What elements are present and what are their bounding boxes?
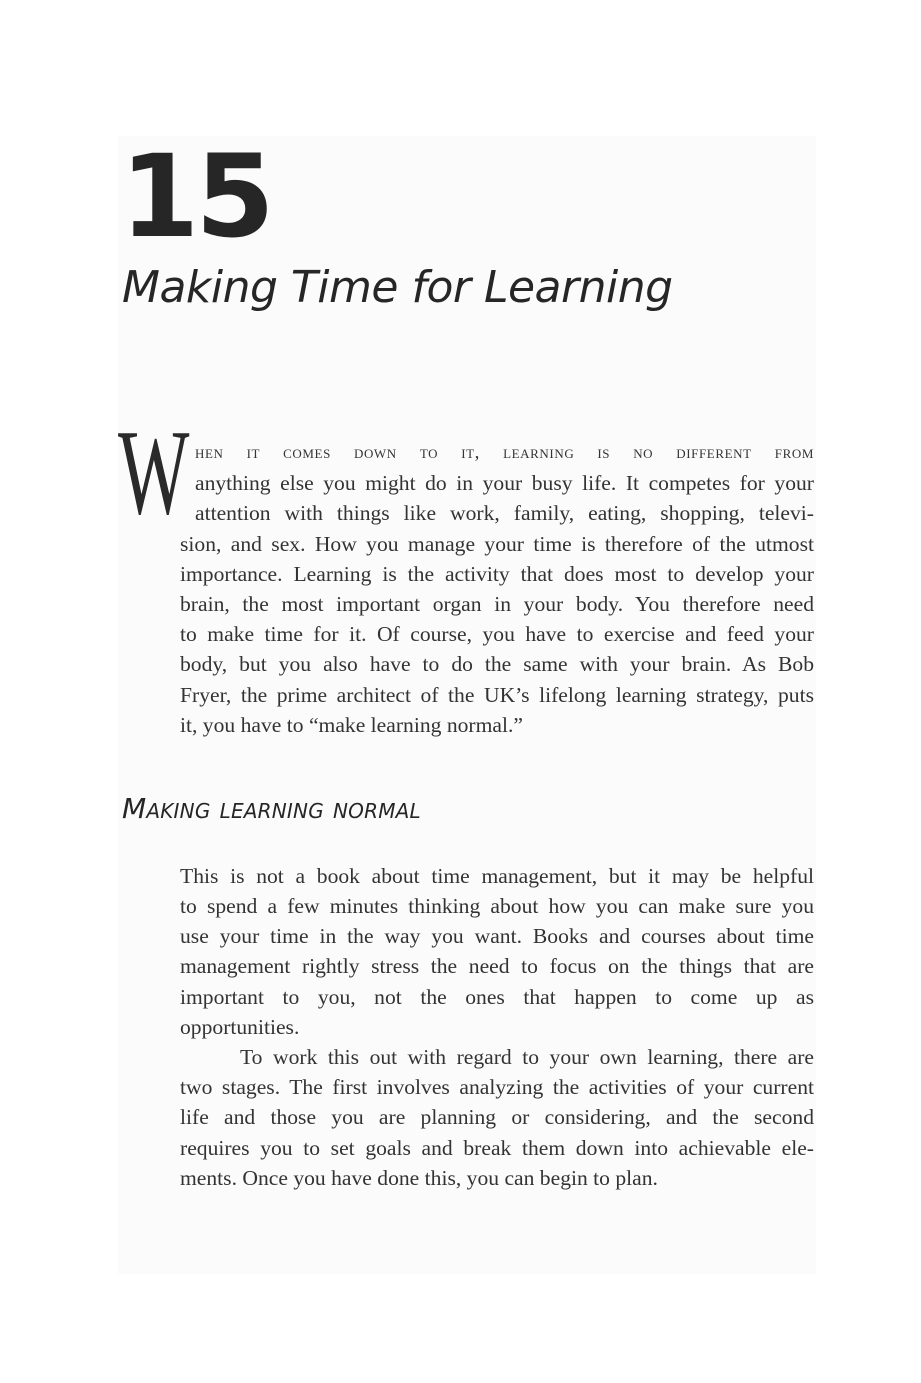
intro-line: to make time for it. Of course, you have to exercise and feed your — [180, 622, 814, 646]
para-line: To work this out with regard to your own learning, there are — [240, 1045, 814, 1069]
intro-line: importance. Learning is the activity that does most to develop your — [180, 562, 814, 586]
intro-line: hen it comes down to it, learning is no different from — [195, 442, 814, 463]
para-line: important to you, not the ones that happen to come up as — [180, 985, 814, 1009]
para-line: to spend a few minutes thinking about how you can make sure you — [180, 894, 814, 918]
intro-line: body, but you also have to do the same with your brain. As Bob — [180, 652, 814, 676]
section-heading: Making learning normal — [122, 792, 421, 825]
intro-line: it, you have to “make learning normal.” — [180, 713, 523, 737]
para-line: two stages. The first involves analyzing the activities of your current — [180, 1075, 814, 1099]
chapter-title: Making Time for Learning — [122, 262, 673, 313]
intro-line: sion, and sex. How you manage your time is therefore of the utmost — [180, 532, 814, 556]
intro-line: attention with things like work, family, eating, shopping, televi- — [195, 501, 814, 525]
para-line: This is not a book about time management, but it may be helpful — [180, 864, 814, 888]
para-line: ments. Once you have done this, you can begin to plan. — [180, 1166, 658, 1190]
para-line: opportunities. — [180, 1015, 300, 1039]
para-line: management rightly stress the need to focus on the things that are — [180, 954, 814, 978]
intro-line: anything else you might do in your busy life. It competes for your — [195, 471, 814, 495]
para-line: requires you to set goals and break them down into achievable ele- — [180, 1136, 814, 1160]
para-line: use your time in the way you want. Books and courses about time — [180, 924, 814, 948]
intro-line: Fryer, the prime architect of the UK’s lifelong learning strategy, puts — [180, 683, 814, 707]
chapter-number: 15 — [120, 130, 271, 263]
intro-line: brain, the most important organ in your body. You therefore need — [180, 592, 814, 616]
drop-cap: W — [118, 405, 190, 540]
para-line: life and those you are planning or considering, and the second — [180, 1105, 814, 1129]
